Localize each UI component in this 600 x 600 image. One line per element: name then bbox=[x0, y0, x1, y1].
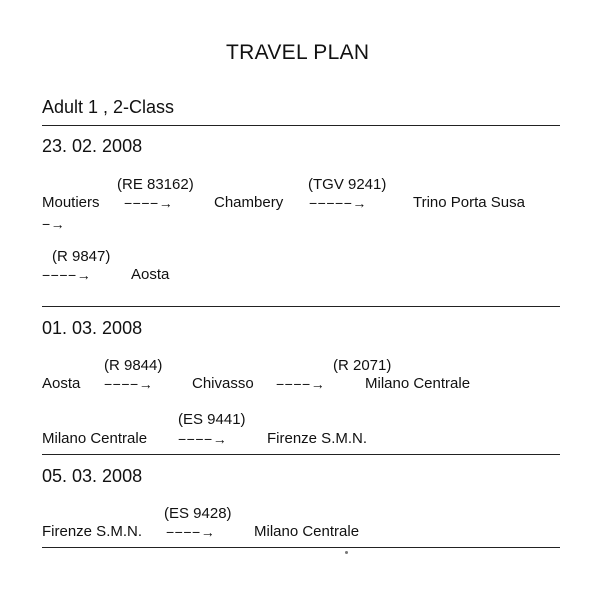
passenger-info: Adult 1 , 2-Class bbox=[42, 97, 175, 117]
arrow-icon: −−−−→ bbox=[104, 376, 154, 392]
station-name: Milano Centrale bbox=[42, 430, 148, 447]
arrow-icon: −−−−−→ bbox=[309, 195, 367, 211]
divider bbox=[42, 125, 560, 126]
arrow-icon: −−−−→ bbox=[178, 431, 228, 447]
divider bbox=[42, 306, 560, 307]
station-name: Milano Centrale bbox=[365, 375, 471, 392]
arrow-icon: −−−−→ bbox=[276, 376, 326, 392]
station-name: Chambery bbox=[214, 194, 284, 211]
date-heading: 23. 02. 2008 bbox=[42, 136, 143, 156]
train-number: (ES 9441) bbox=[178, 411, 246, 428]
arrow-icon: −→ bbox=[42, 216, 66, 232]
station-name: Milano Centrale bbox=[254, 523, 360, 540]
train-number: (TGV 9241) bbox=[308, 176, 387, 193]
station-name: Aosta bbox=[42, 375, 81, 392]
arrow-icon: −−−−→ bbox=[124, 195, 174, 211]
arrow-icon: −−−−→ bbox=[42, 267, 92, 283]
date-heading: 01. 03. 2008 bbox=[42, 318, 143, 338]
station-name: Moutiers bbox=[42, 194, 100, 211]
arrow-icon: −−−−→ bbox=[166, 524, 216, 540]
train-number: (ES 9428) bbox=[164, 505, 232, 522]
station-name: Firenze S.M.N. bbox=[42, 523, 143, 540]
train-number: (R 9847) bbox=[52, 248, 111, 265]
station-name: Aosta bbox=[131, 266, 170, 283]
train-number: (RE 83162) bbox=[117, 176, 194, 193]
divider bbox=[42, 547, 560, 548]
station-name: Chivasso bbox=[192, 375, 254, 392]
train-number: (R 9844) bbox=[104, 357, 163, 374]
date-heading: 05. 03. 2008 bbox=[42, 466, 143, 486]
divider bbox=[42, 454, 560, 455]
page-title: TRAVEL PLAN bbox=[226, 41, 370, 64]
station-name: Firenze S.M.N. bbox=[267, 430, 368, 447]
train-number: (R 2071) bbox=[333, 357, 392, 374]
scan-speck bbox=[345, 551, 348, 554]
station-name: Trino Porta Susa bbox=[413, 194, 525, 211]
